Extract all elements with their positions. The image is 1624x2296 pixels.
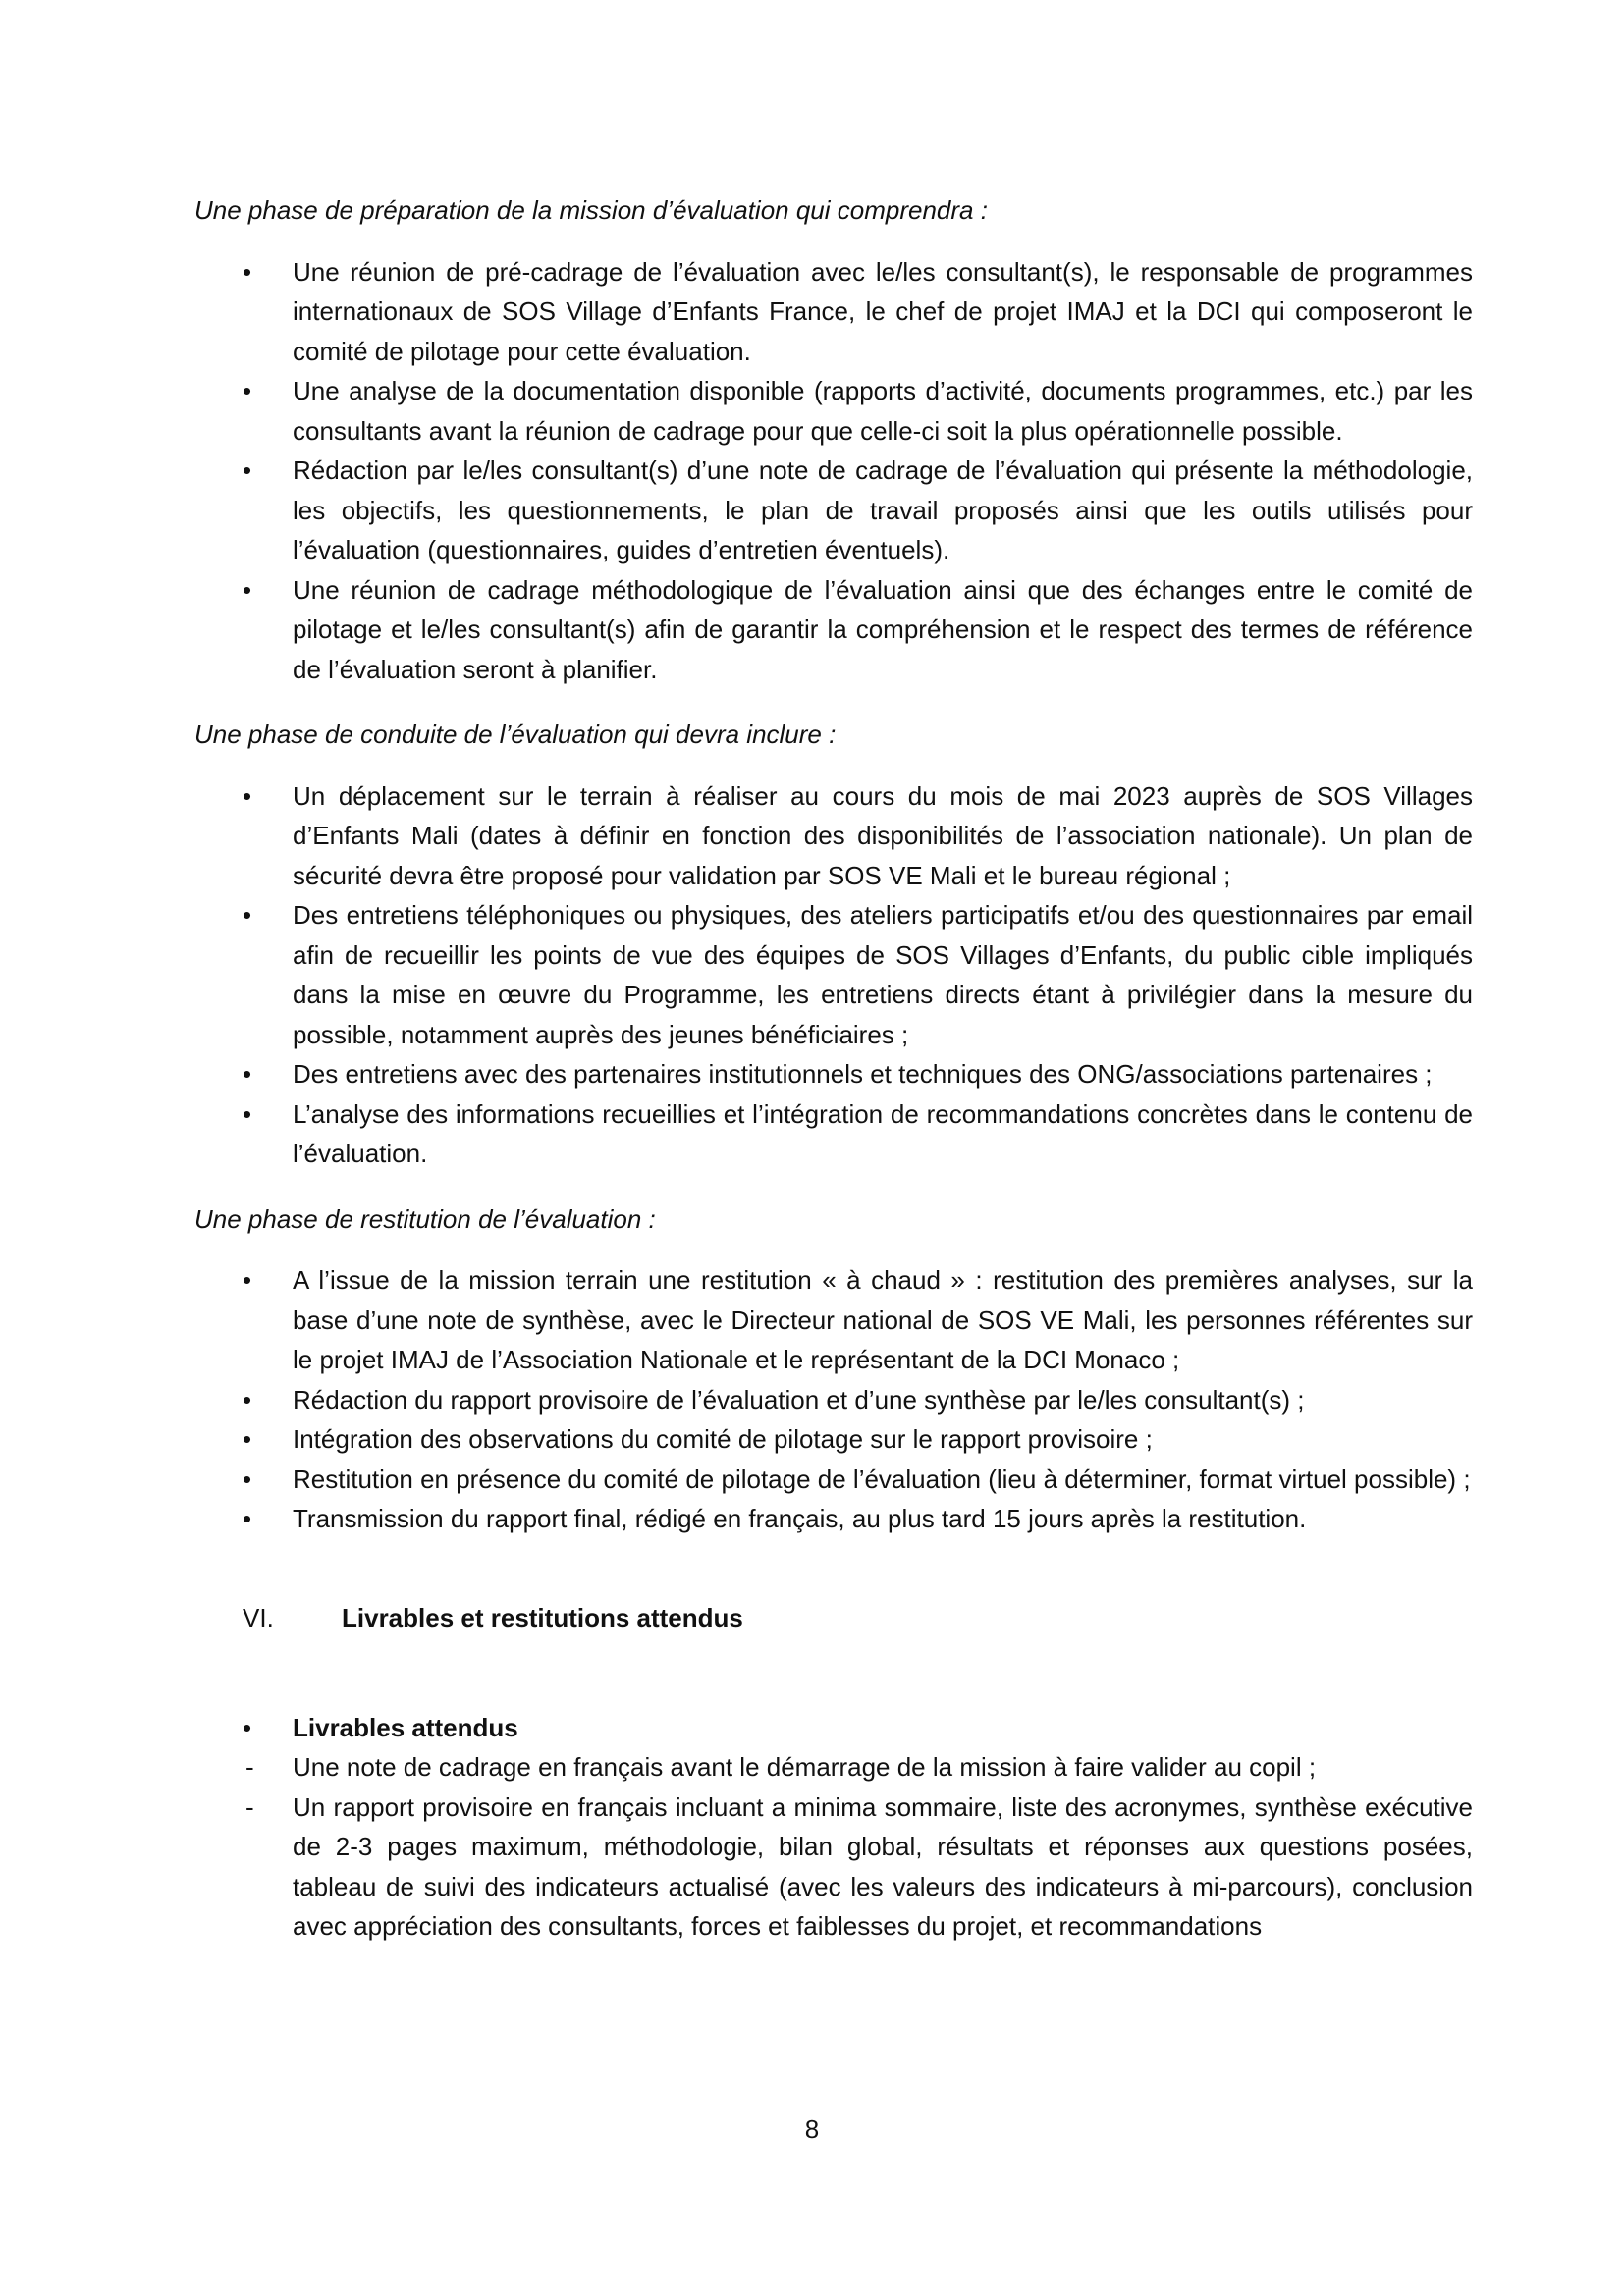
phase-restitution-list — [194, 1260, 1473, 1539]
list-item: • Un déplacement sur le terrain à réaliser au cours du mois de mai 2023 auprès de SOS Villages d’Enfants Mali (dates à définir en fonction des disponibilités de l’association nationale). Un plan de sécurité devra être proposé pour validation par SOS VE Mali et le bureau régional ; — [194, 776, 1473, 896]
list-item: • Des entretiens avec des partenaires institutionnels et techniques des ONG/associations partenaires ; — [194, 1054, 1473, 1095]
page-number: 8 — [804, 2114, 820, 2144]
section-heading — [194, 1598, 1473, 1637]
phase-preparation-list — [194, 252, 1473, 690]
list-item: • Rédaction du rapport provisoire de l’évaluation et d’une synthèse par le/les consultant(s) ; — [194, 1380, 1473, 1420]
list-item: • Une réunion de pré-cadrage de l’évaluation avec le/les consultant(s), le responsable de programmes internationaux de SOS Village d’Enfants France, le chef de projet IMAJ et la DCI qui composeront le comité de pilotage pour cette évaluation. — [194, 252, 1473, 372]
list-item: • Transmission du rapport final, rédigé en français, au plus tard 15 jours après la restitution. — [194, 1499, 1473, 1539]
list-item: - Un rapport provisoire en français incluant a minima sommaire, liste des acronymes, synthèse exécutive de 2-3 pages maximum, méthodologie, bilan global, résultats et réponses aux questions posées, tableau de suivi des indicateurs actualisé (avec les valeurs des indicateurs à mi-parcours), conclusion avec appréciation des consultants, forces et faiblesses du projet, et recommandations — [194, 1788, 1473, 1947]
list-item: - Une note de cadrage en français avant le démarrage de la mission à faire valider au copil ; — [194, 1747, 1473, 1788]
phase-preparation-intro: Une phase de préparation de la mission d’évaluation qui comprendra : — [194, 195, 988, 225]
list-item: • Une analyse de la documentation disponible (rapports d’activité, documents programmes, etc.) par les consultants avant la réunion de cadrage pour que celle-ci soit la plus opérationnelle possible. — [194, 371, 1473, 451]
list-item: • Rédaction par le/les consultant(s) d’une note de cadrage de l’évaluation qui présente la méthodologie, les objectifs, les questionnements, le plan de travail proposés ainsi que les outils utilisés pour l’évaluation (questionnaires, guides d’entretien éventuels). — [194, 451, 1473, 570]
phase-restitution-intro: Une phase de restitution de l’évaluation : — [194, 1203, 656, 1234]
phase-conduct-list — [194, 776, 1473, 1174]
list-item: • Restitution en présence du comité de pilotage de l’évaluation (lieu à déterminer, format virtuel possible) ; — [194, 1460, 1473, 1500]
list-item: • A l’issue de la mission terrain une restitution « à chaud » : restitution des premières analyses, sur la base d’une note de synthèse, avec le Directeur national de SOS VE Mali, les personnes référentes sur le projet IMAJ de l’Association Nationale et le représentant de la DCI Monaco ; — [194, 1260, 1473, 1380]
list-item: • Intégration des observations du comité de pilotage sur le rapport provisoire ; — [194, 1419, 1473, 1460]
list-item: • L’analyse des informations recueillies et l’intégration de recommandations concrètes dans le contenu de l’évaluation. — [194, 1095, 1473, 1174]
list-item: • Une réunion de cadrage méthodologique de l’évaluation ainsi que des échanges entre le comité de pilotage et le/les consultant(s) afin de garantir la compréhension et le respect des termes de référence de l’évaluation seront à planifier. — [194, 570, 1473, 690]
page-content — [194, 190, 1473, 1947]
deliverables-heading: • Livrables attendus — [194, 1708, 1473, 1748]
section-title: Livrables et restitutions attendus — [342, 1602, 743, 1632]
list-item: • Des entretiens téléphoniques ou physiques, des ateliers participatifs et/ou des questionnaires par email afin de recueillir les points de vue des équipes de SOS Villages d’Enfants, du public cible impliqués dans la mise en œuvre du Programme, les entretiens directs étant à privilégier dans la mesure du possible, notamment auprès des jeunes bénéficiaires ; — [194, 895, 1473, 1054]
phase-conduct-intro: Une phase de conduite de l’évaluation qui devra inclure : — [194, 720, 837, 749]
deliverables-list — [194, 1747, 1473, 1947]
section-number: VI. — [243, 1602, 274, 1632]
